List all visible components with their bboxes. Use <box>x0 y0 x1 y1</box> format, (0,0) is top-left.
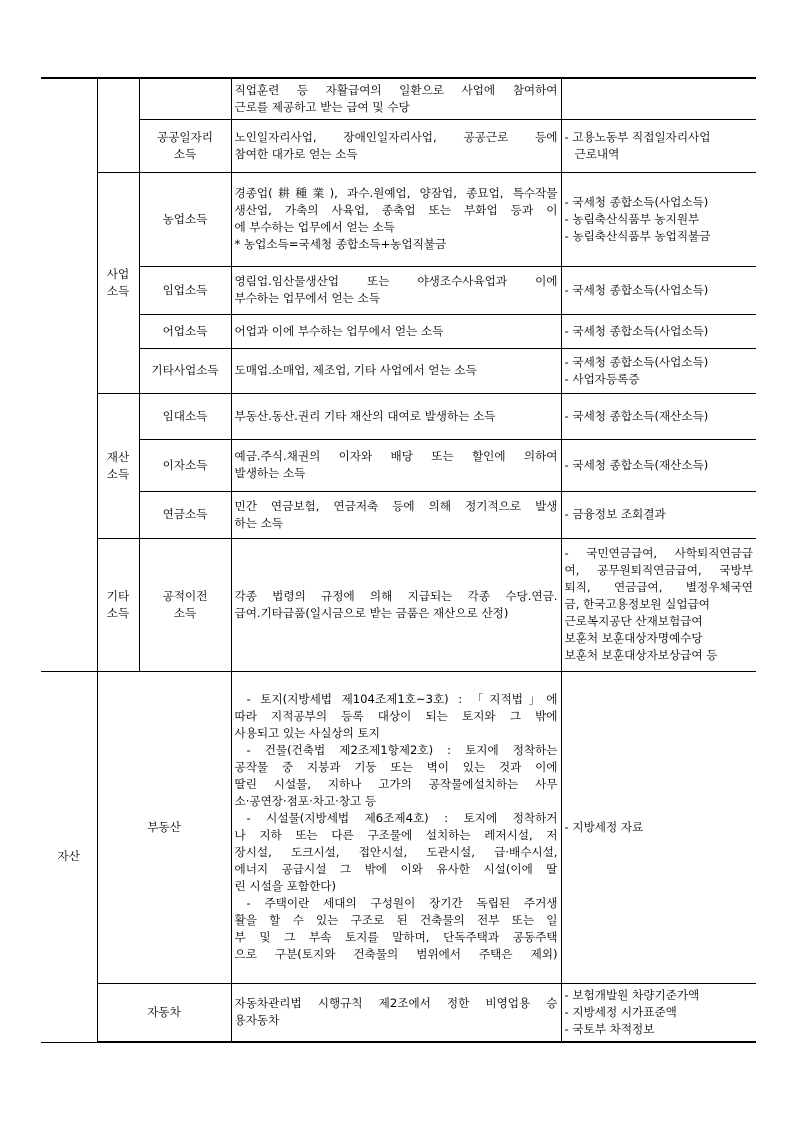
table-row-interest-income <box>41 439 756 491</box>
vehicle-source: - 보험개발원 차량기준가액 - 지방세정 시가표준액 - 국토부 차적정보 <box>561 983 756 1042</box>
public-transfer-income-name: 공적이전 소득 <box>139 538 231 671</box>
fishery-income-name: 어업소득 <box>139 314 231 348</box>
table-row-forestry-income <box>41 266 756 314</box>
table-row-rent-income <box>41 393 756 439</box>
table-row-other-business-income <box>41 348 756 393</box>
agri-income-desc: 경종업(耕種業), 과수.원예업, 양잠업, 종묘업, 특수작물 생산업, 가축의 사육업, 종축업 또는 부화업 등과 이 에 부수하는 업무에서 얻는 소득 * 농업소득=국세청 종합소득+농업직불금 <box>231 172 561 266</box>
table-row-job-training <box>41 78 756 119</box>
pension-income-source: - 금융정보 조회결과 <box>561 491 756 538</box>
job-training-desc: 직업훈련 등 자활급여의 일환으로 사업에 참여하여 근로를 제공하고 받는 급여 및 수당 <box>231 78 561 119</box>
asset-category: 자산 <box>41 671 97 1042</box>
forestry-income-desc: 영림업.임산물생산업 또는 야생조수사육업과 이에 부수하는 업무에서 얻는 소득 <box>231 266 561 314</box>
public-jobs-source: - 고용노동부 직접일자리사업 근로내역 <box>561 119 756 172</box>
rent-income-source: - 국세청 종합소득(재산소득) <box>561 393 756 439</box>
fishery-income-source: - 국세청 종합소득(사업소득) <box>561 314 756 348</box>
real-estate-source: - 지방세정 자료 <box>561 671 756 983</box>
forestry-income-name: 임업소득 <box>139 266 231 314</box>
public-transfer-income-source: - 국민연금급여, 사학퇴직연금급 여, 공무원퇴직연금급여, 국방부 퇴직, 연금급여, 별정우체국연 금, 한국고용정보원 실업급여 근로복지공단 산재보험급여 보훈처 보훈대상자명예수당 보훈처 보훈대상자보상급여 등 <box>561 538 756 671</box>
business-income-group: 사업 소득 <box>97 172 139 393</box>
table-row-fishery-income <box>41 314 756 348</box>
real-estate-desc: - 토지(지방세법 제104조제1호~3호) : 「지적법」에 따라 지적공부의 등록 대상이 되는 토지와 그 밖에 사용되고 있는 사실상의 토지 - 건물(건축법 제2조제1항제2호) : 토지에 정착하는 공작물 중 지붕과 기둥 또는 벽이 있는 것과 이에 딸린 시설물, 지하나 고가의 공작물에설치하는 사무 소·공연장·점포·차고·창고 등 - 시설물(지방세법 제6조제4호) : 토지에 정착하거 나 지하 또는 다른 구조물에 설치하는 레저시설, 저 장시설, 도크시설, 접안시설, 도관시설, 급·배수시설, 에너지 공급시설 그 밖에 이와 유사한 시설(이에 딸 린 시설을 포함한다) - 주택이란 세대의 구성원이 장기간 독립된 주거생 활을 할 수 있는 구조로 된 건축물의 전부 또는 일 부 및 그 부속 토지를 말하며, 단독주택과 공동주택 으로 구분(토지와 건축물의 범위에서 주택은 제외) <box>231 671 561 983</box>
pension-income-name: 연금소득 <box>139 491 231 538</box>
property-income-group: 재산 소득 <box>97 393 139 538</box>
interest-income-desc: 예금.주식.채권의 이자와 배당 또는 할인에 의하여 발생하는 소득 <box>231 439 561 491</box>
job-training-name-cell <box>139 78 231 119</box>
forestry-income-source: - 국세청 종합소득(사업소득) <box>561 266 756 314</box>
interest-income-name: 이자소득 <box>139 439 231 491</box>
earned-income-group-cell <box>97 78 139 172</box>
rent-income-desc: 부동산.동산.권리 기타 재산의 대여로 발생하는 소득 <box>231 393 561 439</box>
job-training-source <box>561 78 756 119</box>
table-row-public-jobs <box>41 119 756 172</box>
agri-income-name: 농업소득 <box>139 172 231 266</box>
other-business-income-name: 기타사업소득 <box>139 348 231 393</box>
public-jobs-desc: 노인일자리사업, 장애인일자리사업, 공공근로 등에 참여한 대가로 얻는 소득 <box>231 119 561 172</box>
vehicle-name: 자동차 <box>97 983 231 1042</box>
other-business-income-source: - 국세청 종합소득(사업소득) - 사업자등록증 <box>561 348 756 393</box>
table-row-vehicle <box>41 983 756 1042</box>
table-row-real-estate <box>41 671 756 983</box>
table-row-agri-income <box>41 172 756 266</box>
fishery-income-desc: 어업과 이에 부수하는 업무에서 얻는 소득 <box>231 314 561 348</box>
table-row-public-transfer-income <box>41 538 756 671</box>
income-category-cell <box>41 78 97 671</box>
real-estate-name: 부동산 <box>97 671 231 983</box>
table-row-pension-income <box>41 491 756 538</box>
rent-income-name: 임대소득 <box>139 393 231 439</box>
pension-income-desc: 민간 연금보험, 연금저축 등에 의해 정기적으로 발생 하는 소득 <box>231 491 561 538</box>
interest-income-source: - 국세청 종합소득(재산소득) <box>561 439 756 491</box>
vehicle-desc: 자동차관리법 시행규칙 제2조에서 정한 비영업용 승 용자동차 <box>231 983 561 1042</box>
other-income-group: 기타 소득 <box>97 538 139 671</box>
income-asset-table <box>41 77 756 1043</box>
public-jobs-name: 공공일자리 소득 <box>139 119 231 172</box>
agri-income-source: - 국세청 종합소득(사업소득) - 농림축산식품부 농지원부 - 농림축산식품부 농업직불금 <box>561 172 756 266</box>
public-transfer-income-desc: 각종 법령의 규정에 의해 지급되는 각종 수당.연금. 급여.기타급품(일시금으로 받는 금품은 재산으로 산정) <box>231 538 561 671</box>
other-business-income-desc: 도매업.소매업, 제조업, 기타 사업에서 얻는 소득 <box>231 348 561 393</box>
